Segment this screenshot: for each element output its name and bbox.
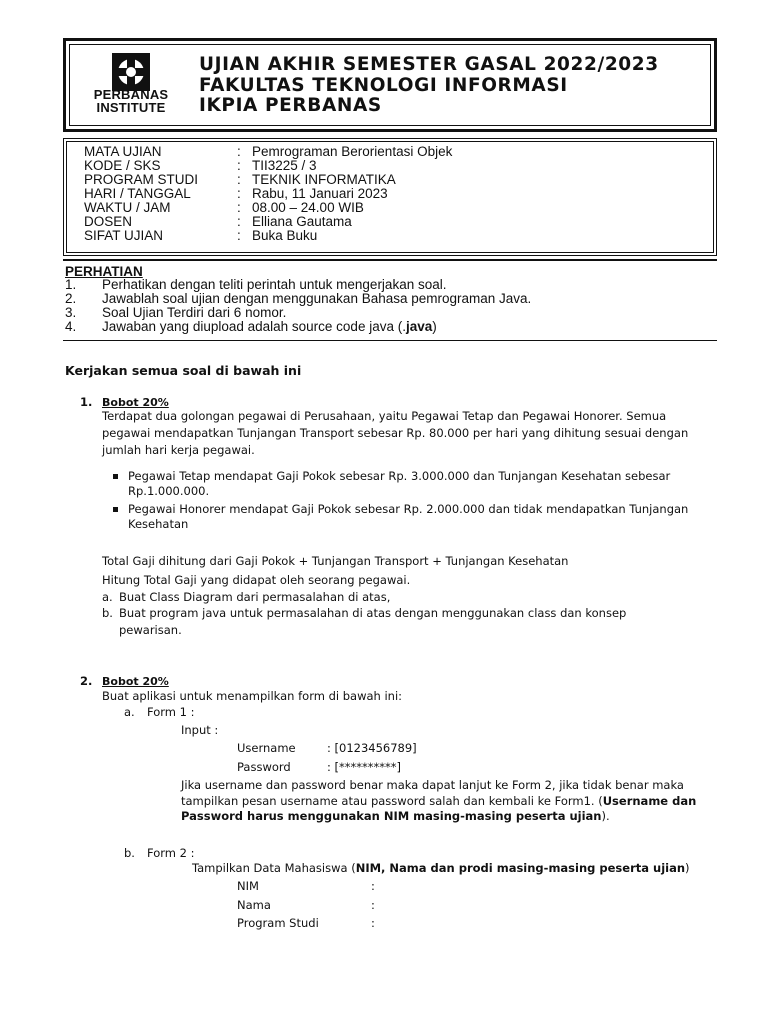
info-value: TII3225 / 3 (252, 158, 317, 173)
q1-intro-line: pegawai mendapatkan Tunjangan Transport sebesar Rp. 80.000 per hari yang dihitung sesuai dengan (102, 426, 689, 440)
item-number: 2. (65, 291, 77, 306)
q1-bullet-line: Kesehatan (128, 517, 189, 531)
q1-sub-label: a. (102, 590, 113, 604)
q1-sub-text: pewarisan. (119, 623, 182, 637)
q2-number: 2. (80, 674, 93, 688)
exam-title: UJIAN AKHIR SEMESTER GASAL 2022/2023 (199, 54, 659, 75)
q1-sub-text: Buat Class Diagram dari permasalahan di atas, (119, 590, 391, 604)
info-colon: : (237, 144, 241, 159)
instructions-heading: Kerjakan semua soal di bawah ini (65, 363, 302, 378)
q1-intro-line: Terdapat dua golongan pegawai di Perusahaan, yaitu Pegawai Tetap dan Pegawai Honorer. Semua (102, 409, 667, 423)
form2-show-post: ) (685, 861, 690, 875)
form2-field-name: NIM (237, 879, 259, 893)
item-text-pre: Jawaban yang diupload adalah source code java (. (102, 319, 406, 334)
info-value: 08.00 – 24.00 WIB (252, 200, 364, 215)
info-label: SIFAT UJIAN (84, 228, 164, 243)
form1-input-label: Input : (181, 723, 219, 737)
form1-desc-line (181, 808, 610, 825)
item-text-post: ) (432, 319, 437, 334)
info-label: MATA UJIAN (84, 144, 162, 159)
form2-field-colon: : (371, 898, 375, 912)
item-text: Perhatikan dengan teliti perintah untuk mengerjakan soal. (102, 277, 447, 292)
q1-formula: Total Gaji dihitung dari Gaji Pokok + Tunjangan Transport + Tunjangan Kesehatan (102, 554, 569, 568)
info-colon: : (237, 172, 241, 187)
form2-show-line (192, 860, 690, 877)
q1-bullet-line: Rp.1.000.000. (128, 484, 210, 498)
bullet-icon (112, 474, 120, 480)
form2-field-colon: : (371, 879, 375, 893)
info-value: Elliana Gautama (252, 214, 352, 229)
divider (63, 259, 717, 261)
form2-show-pre: Tampilkan Data Mahasiswa ( (192, 861, 356, 875)
info-value: Buka Buku (252, 228, 318, 243)
perhatian-heading: PERHATIAN (65, 264, 143, 279)
info-label: KODE / SKS (84, 158, 161, 173)
info-label: DOSEN (84, 214, 133, 229)
info-colon: : (237, 186, 241, 201)
form1-desc-bold: Username dan (602, 794, 697, 808)
q1-task: Hitung Total Gaji yang didapat oleh seorang pegawai. (102, 573, 411, 587)
form1-field-value: : [**********] (327, 760, 402, 774)
form2-label: b. (124, 846, 135, 860)
info-colon: : (237, 200, 241, 215)
item-text: Jawablah soal ujian dengan menggunakan Bahasa pemrograman Java. (102, 291, 532, 306)
item-text (102, 320, 437, 334)
info-colon: : (237, 214, 241, 229)
form1-title: Form 1 : (147, 705, 195, 719)
form1-desc-post: ). (601, 809, 610, 823)
bullet-icon (112, 507, 120, 513)
info-colon: : (237, 158, 241, 173)
info-value: Rabu, 11 Januari 2023 (252, 186, 388, 201)
form2-field-name: Nama (237, 898, 271, 912)
form1-field-value: : [0123456789] (327, 741, 417, 755)
item-number: 3. (65, 305, 77, 320)
info-label: WAKTU / JAM (84, 200, 171, 215)
form1-field-name: Username (237, 741, 296, 755)
form2-show-bold: NIM, Nama dan prodi masing-masing peserta ujian (355, 861, 686, 875)
form2-title: Form 2 : (147, 846, 195, 860)
info-value: TEKNIK INFORMATIKA (252, 172, 396, 187)
form1-label: a. (124, 705, 135, 719)
item-text: Soal Ujian Terdiri dari 6 nomor. (102, 305, 287, 320)
q1-sub-text: Buat program java untuk permasalahan di atas dengan menggunakan class dan konsep (119, 606, 627, 620)
form1-field-name: Password (237, 760, 291, 774)
form1-desc-bold: Password harus menggunakan NIM masing-masing peserta ujian (181, 809, 602, 823)
q1-bobot: Bobot 20% (102, 396, 169, 409)
q1-number: 1. (80, 395, 93, 409)
info-label: HARI / TANGGAL (84, 186, 191, 201)
info-value: Pemrograman Berorientasi Objek (252, 144, 453, 159)
form2-field-colon: : (371, 916, 375, 930)
q1-bullet-line: Pegawai Tetap mendapat Gaji Pokok sebesar Rp. 3.000.000 dan Tunjangan Kesehatan sebesar (128, 469, 671, 483)
faculty-title: FAKULTAS TEKNOLOGI INFORMASI (199, 75, 568, 96)
q1-intro-line: jumlah hari kerja pegawai. (102, 443, 255, 457)
info-label: PROGRAM STUDI (84, 172, 199, 187)
form1-desc-line: Jika username dan password benar maka dapat lanjut ke Form 2, jika tidak benar maka (181, 778, 684, 792)
q2-intro: Buat aplikasi untuk menampilkan form di bawah ini: (102, 689, 403, 703)
institute-title: IKPIA PERBANAS (199, 95, 382, 116)
item-number: 4. (65, 319, 77, 334)
logo-name: PERBANAS (93, 87, 169, 102)
item-text-bold: java (405, 319, 433, 334)
logo-sub: INSTITUTE (96, 100, 166, 115)
divider (63, 340, 717, 341)
q1-bullet-line: Pegawai Honorer mendapat Gaji Pokok sebesar Rp. 2.000.000 dan tidak mendapatkan Tunjangan (128, 502, 689, 516)
q1-sub-label: b. (102, 606, 113, 620)
item-number: 1. (65, 277, 77, 292)
q2-bobot: Bobot 20% (102, 675, 169, 688)
logo-text (88, 88, 174, 114)
form2-field-name: Program Studi (237, 916, 319, 930)
info-colon: : (237, 228, 241, 243)
perbanas-logo-icon (110, 52, 152, 92)
form1-desc-pre: tampilkan pesan username atau password salah dan kembali ke Form1. ( (181, 794, 603, 808)
